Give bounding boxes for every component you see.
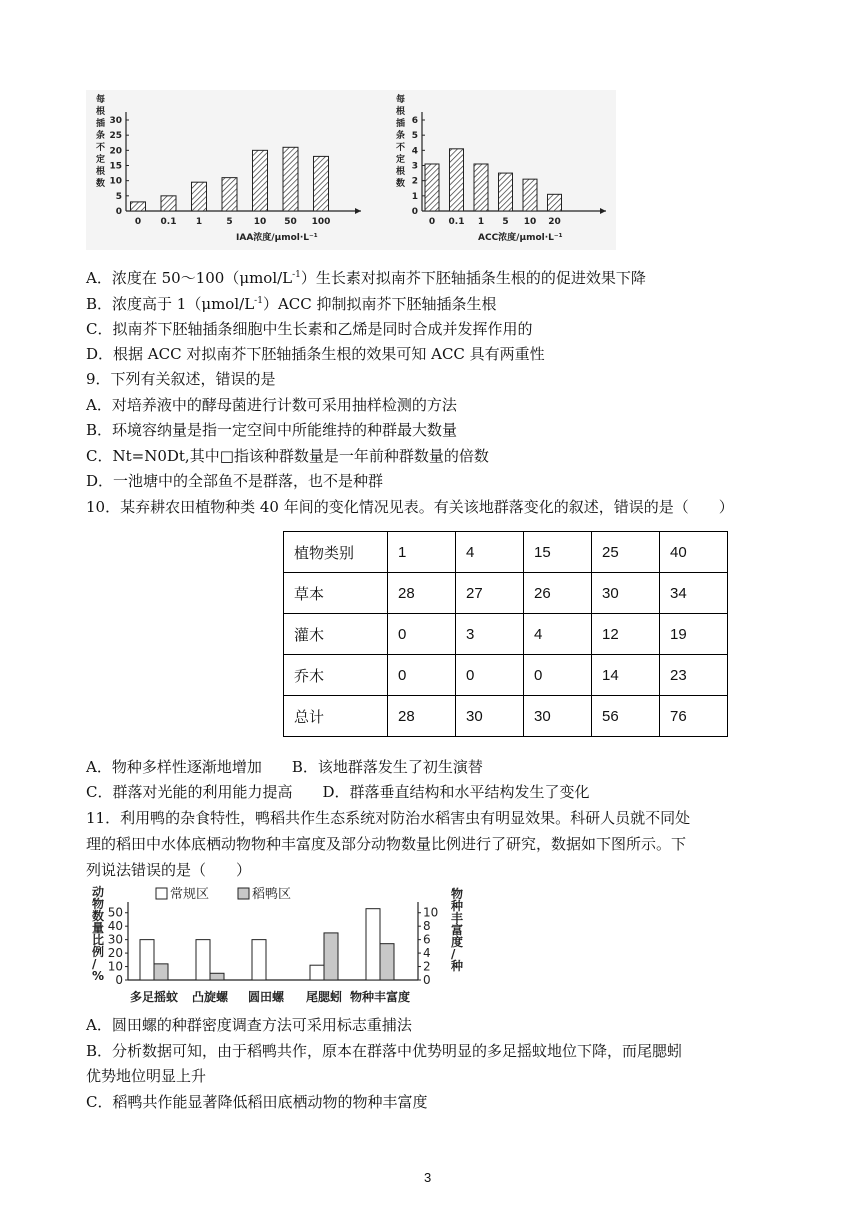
x-tick-label: 5 — [502, 217, 509, 227]
q10-options-ab: A．物种多样性逐渐地增加 B．该地群落发生了初生演替 — [86, 758, 483, 776]
y-tick-label: 20 — [109, 146, 122, 157]
y-tick-label: 50 — [107, 905, 123, 920]
bar — [425, 164, 439, 211]
table-cell: 植物类别 — [284, 532, 388, 573]
q11-stem-line2: 理的稻田中水体底栖动物物种丰富度及部分动物数量比例进行了研究，数据如下图所示。下 — [86, 835, 687, 853]
x-tick-label: 0 — [428, 217, 436, 227]
q11-figure — [86, 884, 476, 1006]
x-tick-label: 凸旋螺 — [191, 990, 229, 1004]
bar — [548, 194, 562, 211]
x-tick-label: 1 — [195, 217, 203, 227]
legend-swatch — [156, 888, 167, 899]
table-cell: 草本 — [284, 573, 388, 614]
bar — [324, 933, 338, 980]
y2-tick-label: 0 — [423, 973, 431, 987]
table-cell: 0 — [456, 655, 524, 696]
q11-option-b-line1: B．分析数据可知，由于稻鸭共作，原本在群落中优势明显的多足摇蚊地位下降，而尾腮蚓 — [86, 1042, 683, 1060]
iaa-chart-xlabel: IAA浓度/μmol·L⁻¹ — [236, 233, 318, 243]
x-tick-label: 5 — [226, 217, 233, 227]
table-cell: 28 — [388, 573, 456, 614]
table-cell: 0 — [388, 655, 456, 696]
acc-chart-ylabel: 每根插条不定根数 — [396, 95, 406, 189]
table-cell: 30 — [524, 696, 592, 737]
bar — [154, 964, 168, 980]
bar — [140, 940, 154, 980]
table-cell: 19 — [660, 614, 728, 655]
y-axis-label: 动物数量比例/ % — [92, 885, 105, 983]
y-tick-label: 0 — [115, 973, 123, 987]
table-cell: 3 — [456, 614, 524, 655]
y-tick-label: 5 — [115, 191, 122, 202]
y-tick-label: 0 — [411, 207, 418, 217]
table-cell: 30 — [592, 573, 660, 614]
table-cell: 0 — [388, 614, 456, 655]
y-tick-label: 15 — [109, 161, 122, 172]
legend-label: 稻鸭区 — [252, 887, 292, 902]
table-cell: 4 — [456, 532, 524, 573]
table-cell: 40 — [660, 532, 728, 573]
x-tick-label: 物种丰富度 — [349, 990, 411, 1004]
table-cell: 0 — [524, 655, 592, 696]
table-cell: 14 — [592, 655, 660, 696]
table-cell: 27 — [456, 573, 524, 614]
table-cell: 34 — [660, 573, 728, 614]
bar — [450, 149, 464, 211]
table-cell: 26 — [524, 573, 592, 614]
q11-option-b-line2: 优势地位明显上升 — [86, 1067, 207, 1085]
table-cell: 56 — [592, 696, 660, 737]
y-tick-label: 25 — [109, 131, 122, 142]
q8-option-b: B．浓度高于 $1(\mu mol/L^{-1})ACC$ 抑制拟南芥下胚轴插条生根 — [86, 295, 497, 313]
y2-tick-label: 4 — [423, 946, 431, 961]
table-cell: 30 — [456, 696, 524, 737]
table-cell: 灌木 — [284, 614, 388, 655]
y-tick-label: 20 — [107, 946, 123, 961]
x-tick-label: 20 — [548, 217, 561, 227]
q11-option-c: C．稻鸭共作能显著降低稻田底栖动物的物种丰富度 — [86, 1093, 428, 1111]
bar — [196, 940, 210, 980]
x-tick-label: 100 — [311, 217, 331, 227]
table-row — [284, 573, 728, 614]
x-tick-label: 0.1 — [160, 217, 177, 227]
bar — [161, 196, 176, 211]
x-tick-label: 10 — [253, 217, 267, 227]
table-cell: 76 — [660, 696, 728, 737]
q9-option-b: B．环境容纳量是指一定空间中所能维持的种群最大数量 — [86, 421, 458, 439]
y-tick-label: 40 — [107, 919, 123, 934]
x-tick-label: 多足摇蚊 — [129, 990, 179, 1004]
bar — [523, 179, 537, 211]
bar — [310, 965, 324, 980]
q11-option-a: A．圆田螺的种群密度调查方法可采用标志重捕法 — [86, 1016, 412, 1034]
q9-option-a: A．对培养液中的酵母菌进行计数可采用抽样检测的方法 — [86, 396, 457, 414]
y2-axis-label: 物种丰富度/种 — [451, 887, 464, 973]
table-row — [284, 614, 728, 655]
q9-option-c: C．Nt=N0Dt,其中□指该种群数量是一年前种群数量的倍数 — [86, 447, 489, 465]
table-header-row — [284, 532, 728, 573]
q10-stem: 10．某弃耕农田植物种类 40 年间的变化情况见表。有关该地群落变化的叙述，错误的是（ ） — [86, 498, 734, 516]
bar — [366, 909, 380, 980]
x-tick-label: 0 — [134, 217, 142, 227]
x-tick-label: 0.1 — [448, 217, 465, 227]
y-tick-label: 6 — [411, 116, 418, 126]
bar — [192, 182, 207, 211]
q8-option-c: C．拟南芥下胚轴插条细胞中生长素和乙烯是同时合成并发挥作用的 — [86, 320, 533, 338]
bar — [380, 944, 394, 980]
y-tick-label: 2 — [411, 176, 418, 187]
y2-tick-label: 8 — [423, 919, 431, 934]
table-cell: 15 — [524, 532, 592, 573]
y-tick-label: 5 — [411, 131, 418, 142]
page-number: 3 — [424, 1170, 432, 1185]
y2-tick-label: 6 — [423, 932, 431, 947]
plant-species-table — [283, 531, 728, 737]
x-tick-label: 1 — [477, 217, 485, 227]
bar — [314, 156, 329, 211]
q10-options-cd: C．群落对光能的利用能力提高 D．群落垂直结构和水平结构发生了变化 — [86, 783, 590, 801]
y-tick-label: 10 — [107, 959, 123, 974]
table-cell: 总计 — [284, 696, 388, 737]
x-tick-label: 50 — [284, 217, 297, 227]
bar — [210, 973, 224, 980]
x-tick-label: 尾腮蚓 — [305, 990, 343, 1004]
q9-option-d: D．一池塘中的全部鱼不是群落，也不是种群 — [86, 472, 384, 490]
y-tick-label: 30 — [109, 116, 122, 126]
y-tick-label: 10 — [109, 176, 122, 187]
legend-label: 常规区 — [170, 887, 210, 902]
q8-option-a: A．浓度在 $50\sim 100(\mu mol/L^{-1})$生长素对拟南芥下胚轴插条生根的的促进效果下降 — [86, 269, 646, 287]
table-row — [284, 655, 728, 696]
x-tick-label: 圆田螺 — [247, 990, 285, 1004]
q11-stem-line1: 11．利用鸭的杂食特性，鸭稻共作生态系统对防治水稻害虫有明显效果。科研人员就不同处 — [86, 809, 691, 827]
table-cell: 1 — [388, 532, 456, 573]
x-tick-label: 10 — [523, 217, 537, 227]
table-cell: 4 — [524, 614, 592, 655]
table-cell: 28 — [388, 696, 456, 737]
bar — [222, 178, 237, 211]
table-cell: 乔木 — [284, 655, 388, 696]
legend-swatch — [238, 888, 249, 899]
y-tick-label: 30 — [107, 932, 123, 947]
y-tick-label: 0 — [115, 207, 122, 217]
y-tick-label: 4 — [411, 146, 418, 157]
bar — [131, 202, 146, 211]
table-cell: 25 — [592, 532, 660, 573]
q9-stem: 9．下列有关叙述，错误的是 — [86, 370, 276, 388]
y-tick-label: 1 — [411, 191, 418, 202]
acc-chart-xlabel: ACC浓度/μmol·L⁻¹ — [478, 233, 563, 243]
table-cell: 23 — [660, 655, 728, 696]
bar — [499, 173, 513, 211]
bar — [474, 164, 488, 211]
y2-tick-label: 2 — [423, 959, 431, 974]
bar — [253, 150, 268, 211]
q8-figure — [86, 90, 616, 250]
q8-option-d: D．根据 ACC 对拟南芥下胚轴插条生根的效果可知 ACC 具有两重性 — [86, 345, 545, 363]
iaa-chart-ylabel: 每根插条不定根数 — [96, 95, 106, 189]
bar — [252, 940, 266, 980]
q11-stem-line3: 列说法错误的是（ ） — [86, 861, 252, 879]
table-row — [284, 696, 728, 737]
y2-tick-label: 10 — [423, 905, 439, 920]
table-cell: 12 — [592, 614, 660, 655]
bar — [283, 147, 298, 211]
y-tick-label: 3 — [411, 161, 418, 172]
